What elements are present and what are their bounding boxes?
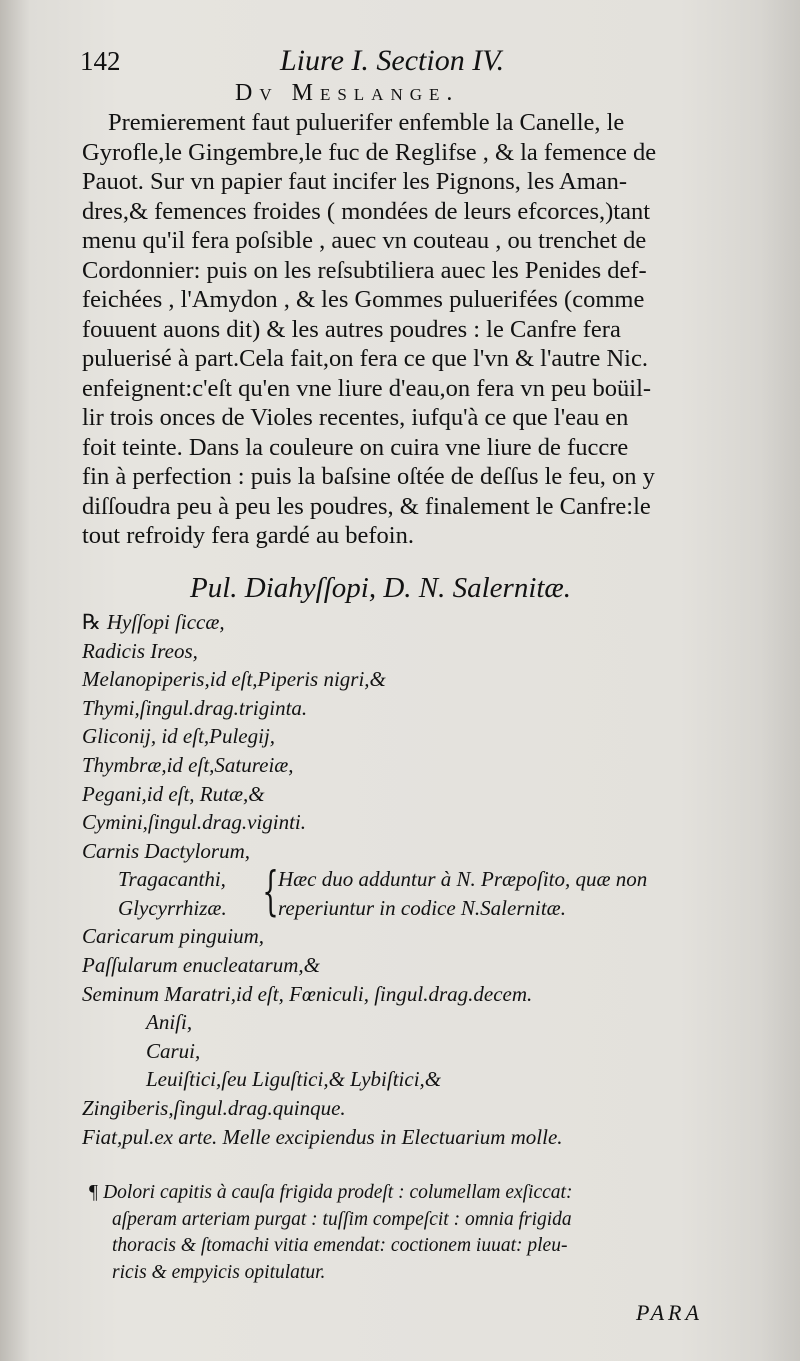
- body-paragraph: [82, 108, 742, 551]
- page-number: 142: [80, 46, 121, 76]
- note-line: ¶ Dolori capitis à cauſa frigida prodeſt : columellam exſiccat:: [88, 1182, 573, 1203]
- page-header: [80, 42, 760, 82]
- body-line: Gyrofle,le Gingembre,le fuc de Reglifse , & la femence de: [82, 138, 657, 166]
- brace-right: [278, 865, 647, 922]
- curly-brace-icon: {: [262, 862, 279, 923]
- note-line: thoracis & ſtomachi vitia emendat: coctionem iuuat: pleu-: [112, 1235, 568, 1256]
- recipe-line: Seminum Maratri,id eſt, Fœniculi, ſingul.drag.decem.: [82, 981, 533, 1006]
- recipe-line: Paſſularum enucleatarum,&: [82, 952, 320, 977]
- recipe-line: Zingiberis,ſingul.drag.quinque.: [82, 1095, 346, 1120]
- body-line: foit teinte. Dans la couleure on cuira vne liure de fuccre: [82, 433, 629, 461]
- recipe-line: Thymi,ſingul.drag.triginta.: [82, 695, 308, 720]
- recipe-line: Cymini,ſingul.drag.viginti.: [82, 810, 306, 835]
- brace-left: [118, 865, 227, 922]
- recipe-line: [82, 608, 742, 637]
- recipe-line: Caricarum pinguium,: [82, 924, 265, 949]
- recipe-note: [88, 1180, 748, 1286]
- body-line: Cordonnier: puis on les reſsubtiliera auec les Penides def-: [82, 256, 647, 284]
- catchword: PARA: [636, 1300, 703, 1325]
- body-line: Premierement faut puluerifer enfemble la Canelle, le: [108, 109, 625, 136]
- rx-symbol: ℞: [82, 610, 101, 634]
- recipe-title: Pul. Diahyſſopi, D. N. Salernitæ.: [190, 572, 572, 604]
- recipe-line: Carui,: [146, 1038, 201, 1063]
- recipe-line: Glycyrrhizæ.: [118, 895, 227, 920]
- recipe-line: Leuiſtici,ſeu Liguſtici,& Lybiſtici,&: [146, 1067, 442, 1092]
- body-line: Pauot. Sur vn papier faut incifer les Pignons, les Aman-: [82, 168, 628, 195]
- recipe-line: Radicis Ireos,: [82, 638, 198, 663]
- recipe-line: Hæc duo adduntur à N. Præpoſito, quæ non: [278, 867, 648, 892]
- recipe-line: Carnis Dactylorum,: [82, 838, 250, 863]
- recipe-ingredient: Hyſſopi ſiccæ,: [106, 610, 225, 634]
- brace-group: [82, 862, 742, 923]
- body-line: puluerisé à part.Cela fait,on fera ce que l'vn & l'autre Nic.: [82, 345, 648, 372]
- body-line: fin à perfection : puis la baſsine oſtée de deſſus le feu, on y: [82, 463, 655, 490]
- recipe-line: Gliconij, id eſt,Pulegij,: [82, 724, 276, 749]
- body-line: diſſoudra peu à peu les poudres, & finalement le Canfre:le: [82, 492, 651, 520]
- body-line: lir trois onces de Violes recentes, iufqu'à ce que l'eau en: [82, 404, 629, 431]
- recipe-line: Tragacanthi,: [118, 867, 226, 892]
- running-title: Liure I. Section IV.: [280, 44, 505, 77]
- body-line: enfeignent:c'eſt qu'en vne liure d'eau,on fera vn peu boüil-: [82, 374, 652, 402]
- note-line: ricis & empyicis opitulatur.: [112, 1261, 326, 1283]
- body-line: dres,& femences froides ( mondées de leurs efcorces,)tant: [82, 197, 651, 225]
- body-line: fouuent auons dit) & les autres poudres : le Canfre fera: [82, 315, 621, 343]
- recipe-line: Thymbræ,id eſt,Satureiæ,: [82, 752, 294, 777]
- note-line: aſperam arteriam purgat : tuſſim compeſcit : omnia frigida: [112, 1208, 572, 1230]
- body-line: tout refroidy fera gardé au befoin.: [82, 522, 414, 549]
- section-title: Dv Meslange.: [235, 80, 460, 106]
- recipe-line: Pegani,id eſt, Rutæ,&: [82, 781, 265, 806]
- body-line: feichées , l'Amydon , & les Gommes puluerifées (comme: [82, 286, 645, 313]
- recipe-line: reperiuntur in codice N.Salernitæ.: [278, 895, 566, 920]
- recipe-line: Fiat,pul.ex arte. Melle excipiendus in Electuarium molle.: [82, 1124, 563, 1149]
- recipe-line: Aniſi,: [146, 1010, 193, 1035]
- recipe-list: [82, 608, 742, 1151]
- recipe-line: Melanopiperis,id eſt,Piperis nigri,&: [82, 667, 386, 692]
- body-line: menu qu'il fera poſsible , auec vn couteau , ou trenchet de: [82, 227, 647, 254]
